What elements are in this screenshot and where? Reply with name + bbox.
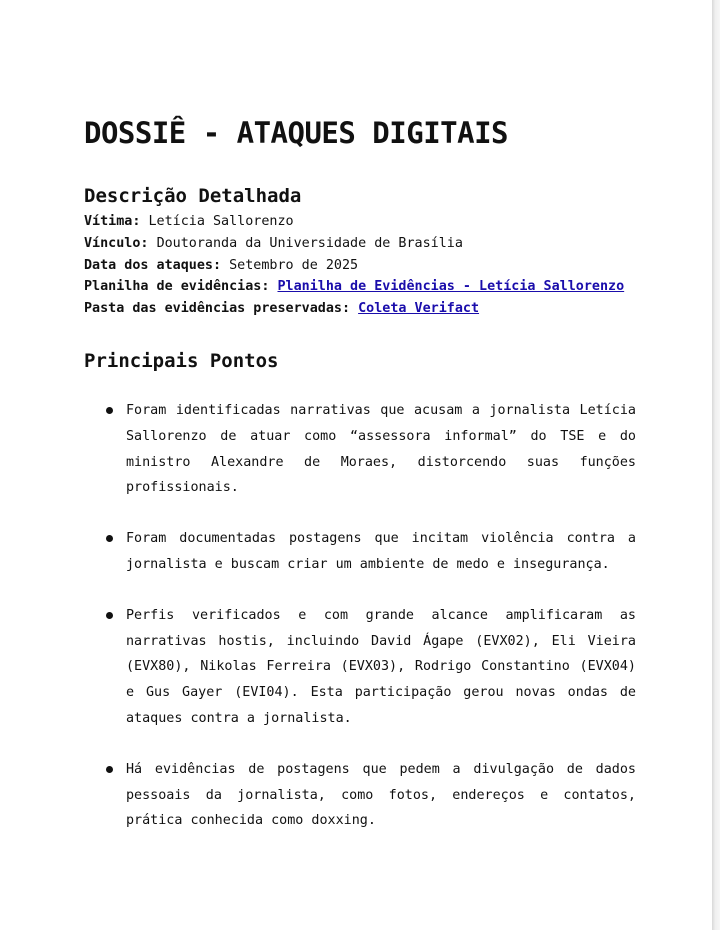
point-text: Há evidências de postagens que pedem a divulgação de dados pessoais da jornalista, como fotos, endereços e contatos, prática conhecida como doxxing. bbox=[126, 761, 636, 829]
meta-label-evidence-folder: Pasta das evidências preservadas: bbox=[84, 301, 351, 317]
bullet-icon bbox=[106, 535, 113, 542]
meta-list bbox=[84, 211, 636, 320]
point-text: Foram documentadas postagens que incitam violência contra a jornalista e buscam criar um ambiente de medo e insegurança. bbox=[126, 531, 636, 572]
meta-value-affiliation: Doutoranda da Universidade de Brasília bbox=[156, 235, 463, 251]
list-item bbox=[84, 603, 636, 732]
point-text: Perfis verificados e com grande alcance amplificaram as narrativas hostis, incluindo David Ágape (EVX02), Eli Vieira (EVX80), Nikolas Ferreira (EVX03), Rodrigo Constantino (EVX04) e Gus Gayer (EVI04). Esta participação gerou novas ondas de ataques contra a jornalista. bbox=[126, 607, 636, 726]
meta-row-evidence-folder bbox=[84, 298, 636, 320]
list-item bbox=[84, 398, 636, 501]
meta-value-attack-date: Setembro de 2025 bbox=[229, 257, 359, 273]
point-text: Foram identificadas narrativas que acusam a jornalista Letícia Sallorenzo de atuar como “assessora informal” do TSE e do ministro Alexandre de Moraes, distorcendo suas funções profissionais. bbox=[126, 402, 636, 496]
meta-label-attack-date: Data dos ataques: bbox=[84, 257, 222, 273]
points-heading: Principais Pontos bbox=[84, 349, 279, 372]
evidence-folder-link[interactable]: Coleta Verifact bbox=[358, 301, 480, 317]
meta-row-attack-date bbox=[84, 255, 636, 277]
meta-label-evidence-sheet: Planilha de evidências: bbox=[84, 279, 270, 295]
evidence-sheet-link[interactable]: Planilha de Evidências - Letícia Sallorenzo bbox=[277, 279, 625, 295]
document-content bbox=[84, 113, 636, 859]
document-title: DOSSIÊ - ATAQUES DIGITAIS bbox=[84, 116, 508, 150]
meta-row-affiliation bbox=[84, 233, 636, 255]
description-heading: Descrição Detalhada bbox=[84, 185, 302, 207]
bullet-icon bbox=[106, 766, 113, 773]
list-item bbox=[84, 757, 636, 834]
meta-row-evidence-sheet bbox=[84, 276, 636, 298]
meta-value-victim: Letícia Sallorenzo bbox=[148, 214, 294, 229]
meta-label-affiliation: Vínculo: bbox=[84, 235, 149, 251]
meta-row-victim bbox=[84, 211, 636, 233]
points-list bbox=[84, 398, 636, 834]
list-item bbox=[84, 526, 636, 578]
page-edge-shadow bbox=[712, 0, 720, 930]
bullet-icon bbox=[106, 612, 113, 619]
meta-label-victim: Vítima: bbox=[84, 214, 141, 229]
bullet-icon bbox=[106, 407, 113, 414]
